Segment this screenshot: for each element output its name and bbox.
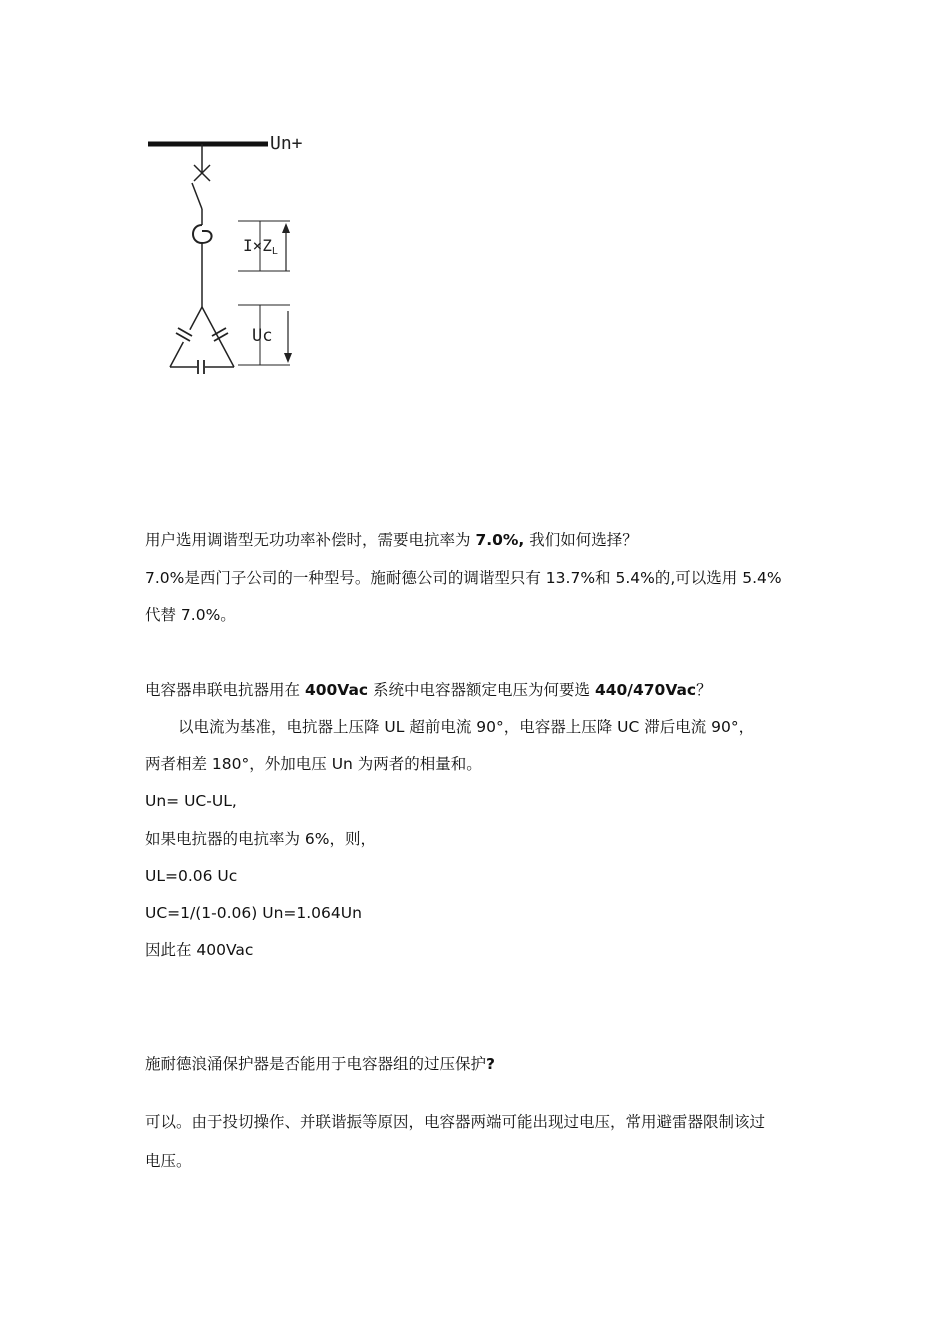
circuit-diagram-svg bbox=[140, 125, 340, 385]
q3-answer-line-2: 电压。 bbox=[145, 1152, 192, 1170]
q3-answer-line-1: 可以。由于投切操作、并联谐振等原因，电容器两端可能出现过电压，常用避雷器限制该过 bbox=[145, 1113, 766, 1131]
q2-line-3: Un= UC-UL, bbox=[145, 792, 237, 810]
q2-question: 电容器串联电抗器用在 400Vac 系统中电容器额定电压为何要选 440/470Vac？ bbox=[145, 681, 712, 699]
iz-label: I×ZL bbox=[243, 236, 278, 257]
switch-blade bbox=[192, 183, 202, 209]
q1-answer-line-1: 7.0%是西门子公司的一种型号。施耐德公司的调谐型只有 13.7%和 5.4%的,可以选用 5.4% bbox=[145, 569, 782, 587]
q2-line-7: 因此在 400Vac bbox=[145, 941, 254, 959]
uc-label: Uc bbox=[252, 326, 273, 346]
q1-answer-line-2: 代替 7.0%。 bbox=[145, 606, 236, 624]
bus-label: Un+ bbox=[270, 133, 303, 154]
q2-line-1: 以电流为基准，电抗器上压降 UL 超前电流 90°，电容器上压降 UC 滞后电流 90°， bbox=[178, 718, 755, 736]
q2-line-2: 两者相差 180°，外加电压 Un 为两者的相量和。 bbox=[145, 755, 482, 773]
q2-line-5: UL=0.06 Uc bbox=[145, 867, 238, 885]
q1-question: 用户选用调谐型无功功率补偿时，需要电抗率为 7.0%, 我们如何选择？ bbox=[145, 531, 638, 549]
capacitor-reactor-diagram bbox=[140, 125, 340, 385]
q3-question: 施耐德浪涌保护器是否能用于电容器组的过压保护? bbox=[145, 1055, 496, 1073]
delta-right bbox=[202, 307, 234, 367]
q2-line-4: 如果电抗器的电抗率为 6%，则， bbox=[145, 830, 377, 848]
q2-line-6: UC=1/(1-0.06) Un=1.064Un bbox=[145, 904, 362, 922]
reactor-symbol bbox=[193, 225, 212, 243]
